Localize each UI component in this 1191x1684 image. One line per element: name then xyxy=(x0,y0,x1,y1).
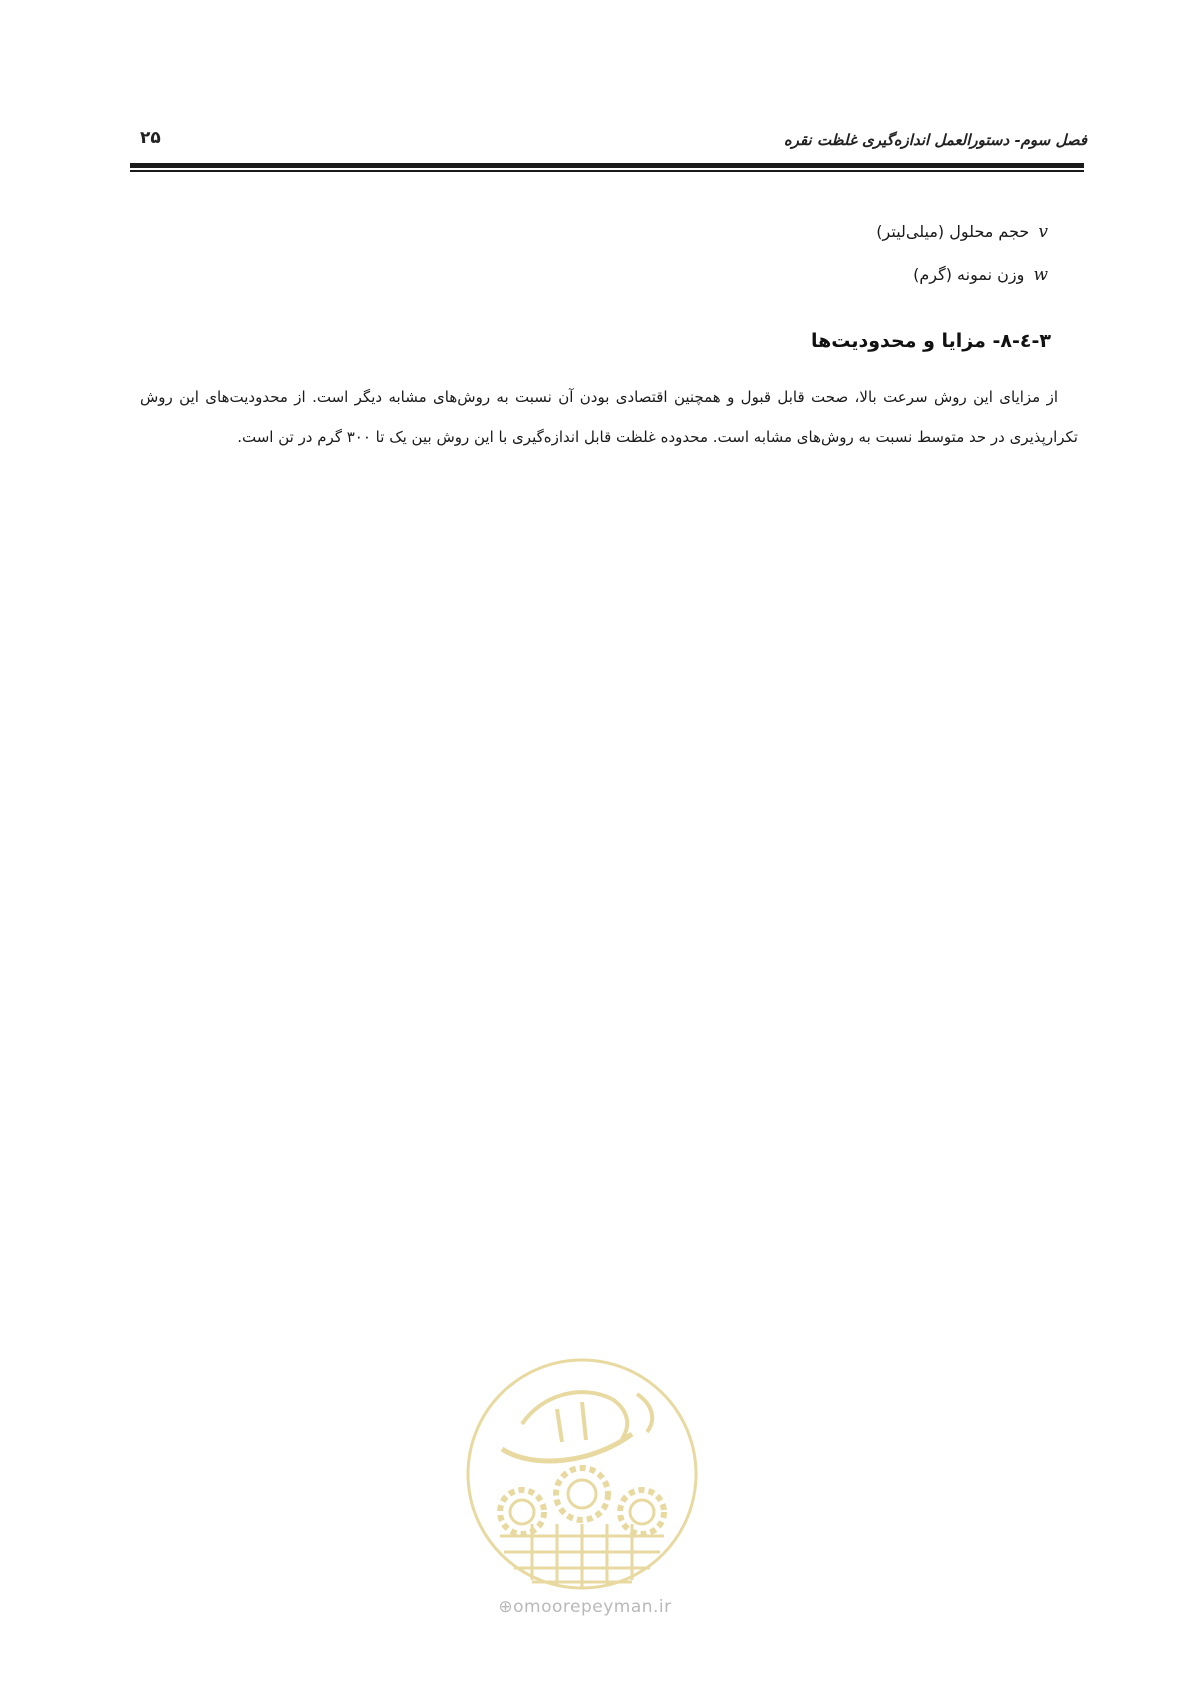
header-rule-thin xyxy=(130,170,1084,172)
watermark-logo xyxy=(462,1354,702,1594)
definition-text: وزن نمونه (گرم) xyxy=(913,265,1025,284)
section-heading: ۳-٤-۸- مزایا و محدودیت‌ها xyxy=(810,330,1051,352)
definition-symbol: v xyxy=(1038,222,1048,242)
globe-icon: ⊕ xyxy=(498,1597,514,1617)
watermark-site-text xyxy=(480,1597,690,1617)
header-rule-thick xyxy=(130,163,1084,168)
paragraph-text: از مزایای این روش سرعت بالا، صحت قابل قبول و همچنین اقتصادی بودن آن نسبت به روش‌های مشابه دیگر است. از محدودیت‌های این روش تکرارپذیری در حد متوسط نسبت به روش‌های مشابه است. محدوده غلظت قابل اندازه‌گیری با این روش بین یک تا ۳۰۰ گرم در تن است. xyxy=(140,388,1078,446)
definition-w xyxy=(913,265,1048,285)
definition-text: حجم محلول (میلی‌لیتر) xyxy=(876,222,1030,241)
section-paragraph xyxy=(140,377,1078,457)
definition-v xyxy=(876,222,1048,242)
watermark-site-label: omoorepeyman.ir xyxy=(513,1597,672,1617)
definition-symbol: w xyxy=(1033,265,1048,285)
running-header-title: فصل سوم- دستورالعمل اندازه‌گیری غلظت نقره xyxy=(783,131,1087,149)
page-number: ۲۵ xyxy=(140,128,161,148)
